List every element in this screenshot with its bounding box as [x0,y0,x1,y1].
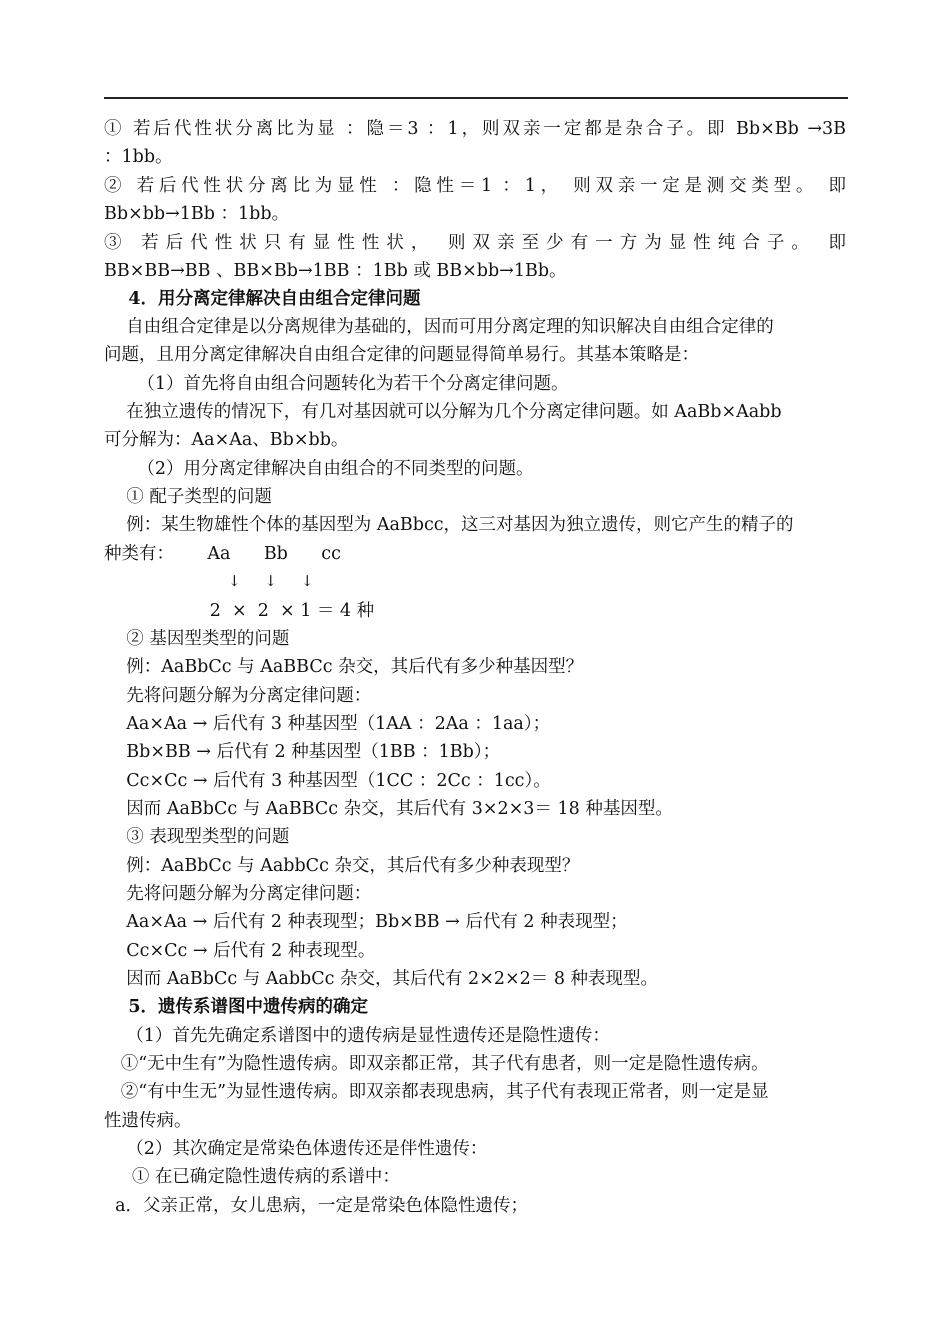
paragraph-line: 性遗传病。 [104,1111,192,1131]
paragraph-line: Bb×bb→1Bb ：1bb。 [104,204,290,224]
paragraph-line: Aa×Aa → 后代有 2 种表现型；Bb×BB → 后代有 2 种表现型； [104,912,628,932]
paragraph-line: 自由组合定律是以分离规律为基础的，因而可用分离定理的知识解决自由组合定律的 [104,317,774,337]
paragraph-line: 问题，且用分离定律解决自由组合定律的问题显得简单易行。其基本策略是： [104,345,699,365]
paragraph-line: 例：AaBbCc 与 AaBBCc 杂交，其后代有多少种基因型？ [104,657,584,677]
paragraph-line: 因而 AaBbCc 与 AabbCc 杂交，其后代有 2×2×2＝ 8 种表现型。 [104,969,659,989]
section-heading: 5．遗传系谱图中遗传病的确定 [104,997,369,1017]
paragraph-line: ③ 若后代性状只有显性性状， 则双亲至少有一方为显性纯合子。 即 [104,233,846,253]
paragraph-line: （1）首先先确定系谱图中的遗传病是显性遗传还是隐性遗传： [104,1026,610,1046]
paragraph-line: ② 若后代性状分离比为显性 ：隐性＝1 ：1， 则双亲一定是测交类型。 即 [104,176,846,196]
paragraph-line: （2）用分离定律解决自由组合的不同类型的问题。 [104,459,534,479]
paragraph-line: BB×BB→BB 、BB×Bb→1BB ：1Bb 或 BB×bb→1Bb。 [104,261,567,281]
paragraph-line: ① 在已确定隐性遗传病的系谱中： [104,1167,400,1187]
paragraph-line: 2 × 2 × 1 ＝ 4 种 [104,601,375,621]
section-heading: 4．用分离定律解决自由组合定律问题 [104,289,421,309]
paragraph-line: ①“无中生有”为隐性遗传病。即双亲都正常，其子代有患者，则一定是隐性遗传病。 [104,1054,769,1074]
paragraph-line: 可分解为：Aa×Aa、Bb×bb。 [104,430,349,450]
paragraph-line: ② 基因型类型的问题 [104,629,290,649]
paragraph-line: 先将问题分解为分离定律问题： [104,884,372,904]
paragraph-line: ① 配子类型的问题 [104,487,272,507]
header-rule [104,97,848,99]
paragraph-line: （2）其次确定是常染色体遗传还是伴性遗传： [104,1139,488,1159]
paragraph-line: ：1bb。 [104,147,173,167]
paragraph-line: ① 若后代性状分离比为显 ：隐＝3 ：1，则双亲一定都是杂合子。即 Bb×Bb →3B [104,119,846,139]
paragraph-line: Cc×Cc → 后代有 3 种基因型（1CC ：2Cc ：1cc）。 [104,771,551,791]
paragraph-line: 例：AaBbCc 与 AabbCc 杂交，其后代有多少种表现型？ [104,856,580,876]
arrow-row: ↓ ↓ ↓ [228,572,314,590]
paragraph-line: Aa×Aa → 后代有 3 种基因型（1AA ：2Aa ：1aa）； [104,714,551,734]
paragraph-line: 先将问题分解为分离定律问题： [104,686,372,706]
paragraph-line: 在独立遗传的情况下，有几对基因就可以分解为几个分离定律问题。如 AaBb×Aabb [104,402,782,422]
paragraph-line: a．父亲正常，女儿患病，一定是常染色体隐性遗传； [104,1196,529,1216]
paragraph-line: ③ 表现型类型的问题 [104,827,290,847]
paragraph-line: Bb×BB → 后代有 2 种基因型（1BB ：1Bb）； [104,742,501,762]
paragraph-line: 因而 AaBbCc 与 AaBBCc 杂交，其后代有 3×2×3＝ 18 种基因型。 [104,799,673,819]
paragraph-line: （1）首先将自由组合问题转化为若干个分离定律问题。 [104,374,569,394]
paragraph-line: ②“有中生无”为显性遗传病。即双亲都表现患病，其子代有表现正常者，则一定是显 [104,1082,769,1102]
paragraph-line: 种类有： Aa Bb cc [104,544,341,564]
paragraph-line: 例：某生物雄性个体的基因型为 AaBbcc，这三对基因为独立遗传，则它产生的精子的 [104,515,794,535]
paragraph-line: Cc×Cc → 后代有 2 种表现型。 [104,941,376,961]
